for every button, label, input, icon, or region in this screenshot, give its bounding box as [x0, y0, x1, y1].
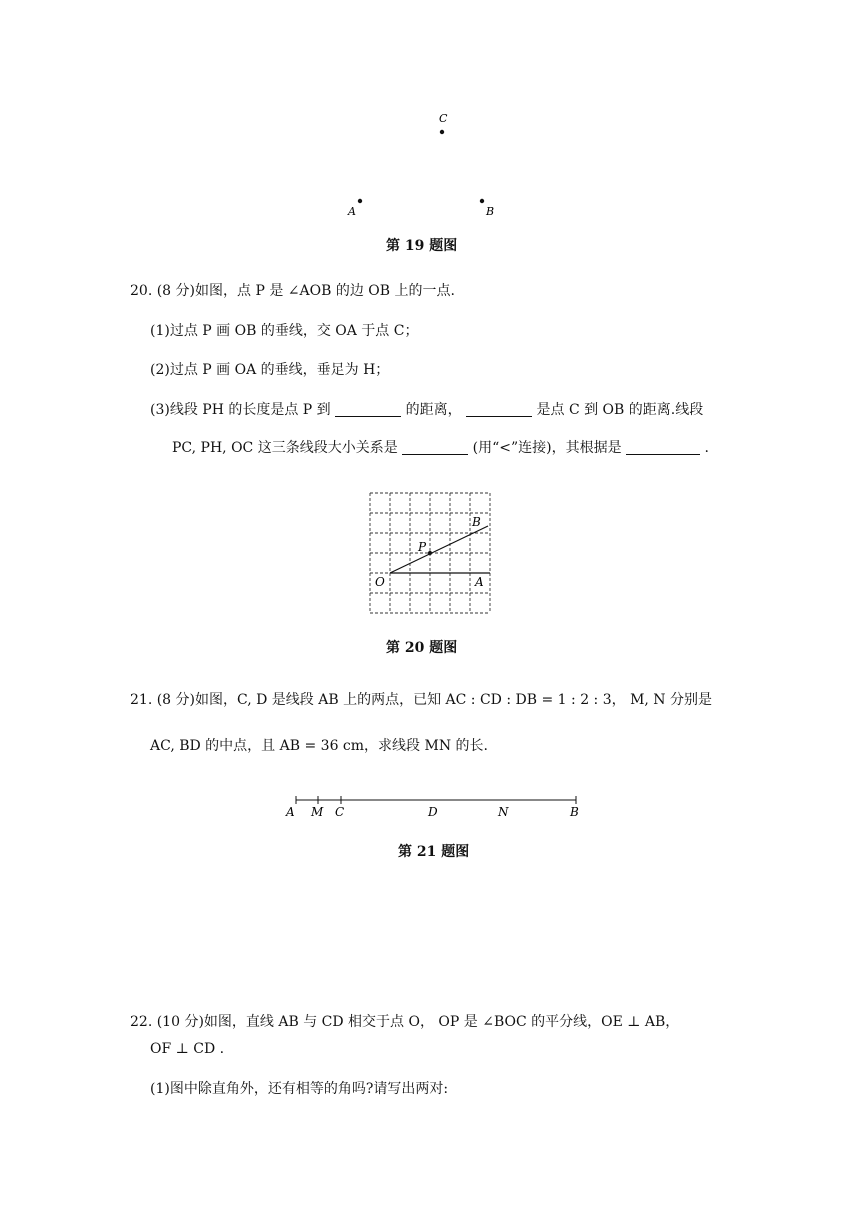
point-a [358, 199, 362, 203]
ray-ob [390, 526, 488, 573]
q20-part3-c: 是点 C 到 OB 的距离.线段 [536, 402, 704, 418]
q22-line2: OF ⊥ CD . [150, 1041, 225, 1057]
point-b [480, 199, 484, 203]
q20-part2: (2)过点 P 画 OA 的垂线，垂足为 H； [150, 362, 390, 378]
label-o: O [375, 575, 385, 589]
point-c-label: C [439, 112, 448, 125]
label-n: N [498, 805, 509, 819]
figure-20-caption: 第 20 题图 [386, 640, 458, 656]
figure-19 [330, 105, 510, 225]
q20-part3-f: . [704, 440, 709, 456]
q20-part3-line1 [150, 400, 703, 420]
label-a: A [475, 575, 484, 589]
label-d: D [428, 805, 438, 819]
label-b: B [472, 515, 481, 529]
answer-blank-2[interactable] [466, 402, 532, 417]
q21-line1: 21. (8 分)如图，C, D 是线段 AB 上的两点，已知 AC : CD : DB = 1 : 2 : 3， M, N 分别是 [130, 692, 713, 708]
label-p: P [418, 540, 427, 554]
answer-blank-4[interactable] [626, 440, 700, 455]
q20-part3-d: PC, PH, OC 这三条线段大小关系是 [172, 440, 398, 456]
figure-21 [280, 790, 590, 822]
figure-20 [362, 485, 502, 620]
q20-part3-e: (用“<”连接)，其根据是 [472, 440, 622, 456]
q20-part3-line2 [172, 438, 709, 458]
q20-part3-b: 的距离， [405, 402, 462, 418]
label-b: B [570, 805, 579, 819]
q22-line1: 22. (10 分)如图，直线 AB 与 CD 相交于点 O， OP 是 ∠BOC 的平分线，OE ⊥ AB， [130, 1014, 680, 1030]
point-c [440, 130, 444, 134]
answer-blank-1[interactable] [335, 402, 401, 417]
q20-stem: 20. (8 分)如图，点 P 是 ∠AOB 的边 OB 上的一点. [130, 283, 455, 299]
label-a: A [286, 805, 295, 819]
figure-19-caption: 第 19 题图 [386, 238, 458, 254]
q20-part3-a: (3)线段 PH 的长度是点 P 到 [150, 402, 331, 418]
point-a-label: A [348, 205, 356, 218]
point-p [428, 551, 432, 555]
q20-part1: (1)过点 P 画 OB 的垂线，交 OA 于点 C； [150, 323, 419, 339]
q22-part1: (1)图中除直角外，还有相等的角吗?请写出两对: [150, 1081, 449, 1097]
label-c: C [335, 805, 345, 819]
figure-21-caption: 第 21 题图 [398, 844, 470, 860]
label-m: M [311, 805, 324, 819]
q21-line2: AC, BD 的中点，且 AB = 36 cm，求线段 MN 的长. [150, 738, 488, 754]
point-b-label: B [486, 205, 495, 218]
answer-blank-3[interactable] [402, 440, 468, 455]
